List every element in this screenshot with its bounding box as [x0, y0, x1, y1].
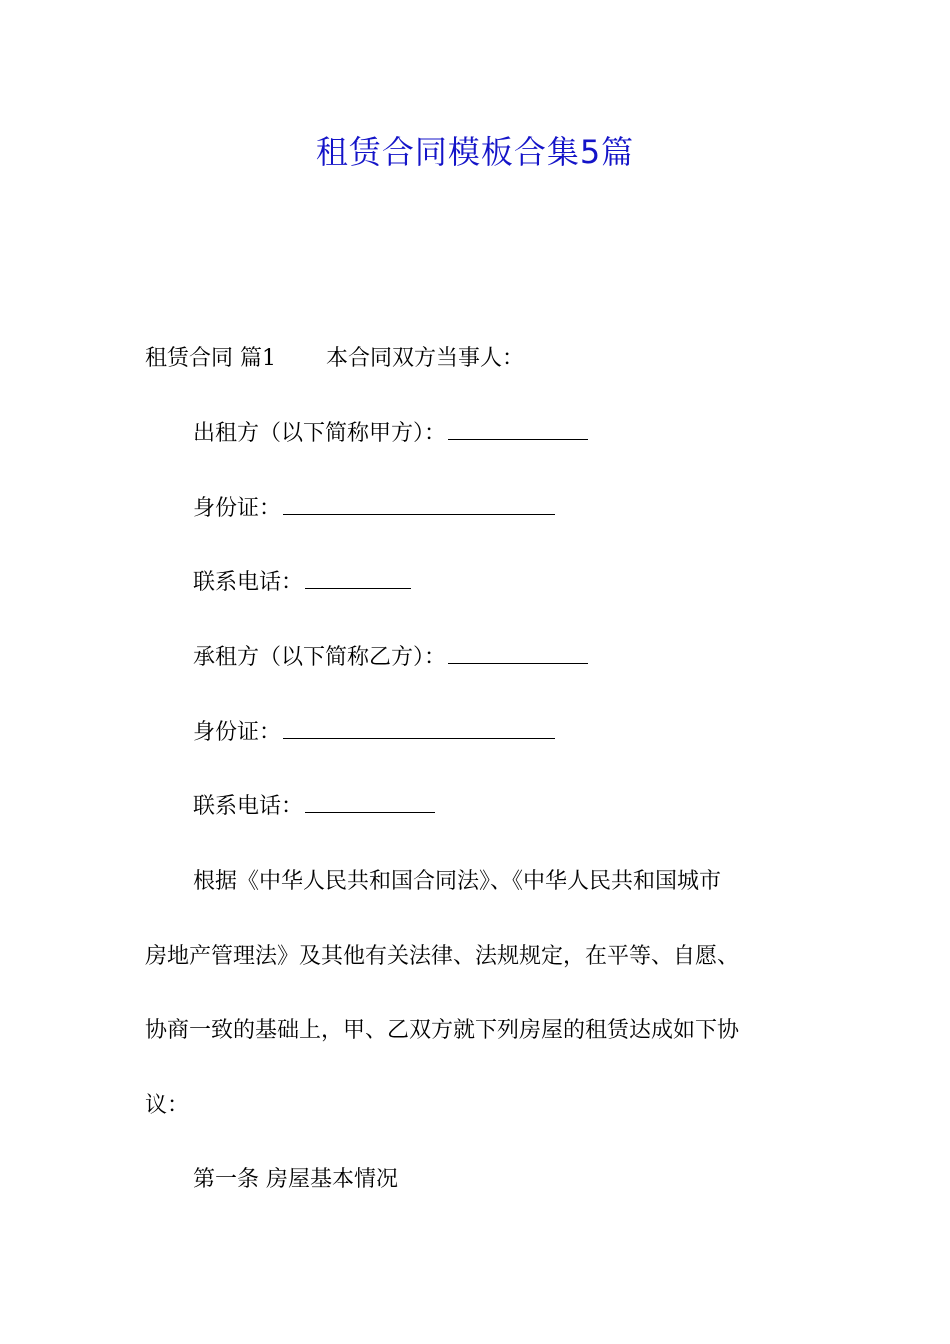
- lessee-id-blank: [283, 718, 555, 739]
- document-title: 租赁合同模板合集5篇: [315, 133, 635, 171]
- lessor-phone-blank: [305, 568, 411, 589]
- lessor-id-line: [193, 494, 555, 524]
- lessor-phone-label: 联系电话：: [193, 570, 304, 595]
- section-heading: 租赁合同 篇1: [145, 346, 276, 371]
- lessee-line: [193, 643, 588, 673]
- lessor-blank: [448, 419, 588, 440]
- preamble-line-3: 协商一致的基础上，甲、乙双方就下列房屋的租赁达成如下协: [145, 1018, 740, 1043]
- preamble-line-4: 议：: [145, 1093, 190, 1118]
- lessor-line: [193, 419, 588, 449]
- lessor-id-label: 身份证：: [193, 496, 282, 521]
- lessor-label: 出租方（以下简称甲方）：: [193, 421, 447, 446]
- lessee-phone-label: 联系电话：: [193, 794, 304, 819]
- lessee-id-line: [193, 718, 555, 748]
- lessee-phone-blank: [305, 792, 435, 813]
- preamble-line-1: 根据《中华人民共和国合同法》、《中华人民共和国城市: [193, 869, 722, 894]
- lessee-label: 承租方（以下简称乙方）：: [193, 645, 447, 670]
- parties-intro: 本合同双方当事人：: [326, 346, 525, 371]
- lessee-phone-line: [193, 792, 435, 822]
- lessee-blank: [448, 643, 588, 664]
- lessor-id-blank: [283, 494, 555, 515]
- lessor-phone-line: [193, 568, 411, 598]
- article-1-heading: 第一条 房屋基本情况: [193, 1167, 398, 1192]
- preamble-line-2: 房地产管理法》及其他有关法律、法规规定，在平等、自愿、: [145, 944, 740, 969]
- lessee-id-label: 身份证：: [193, 720, 282, 745]
- contract-heading-line: [145, 344, 524, 374]
